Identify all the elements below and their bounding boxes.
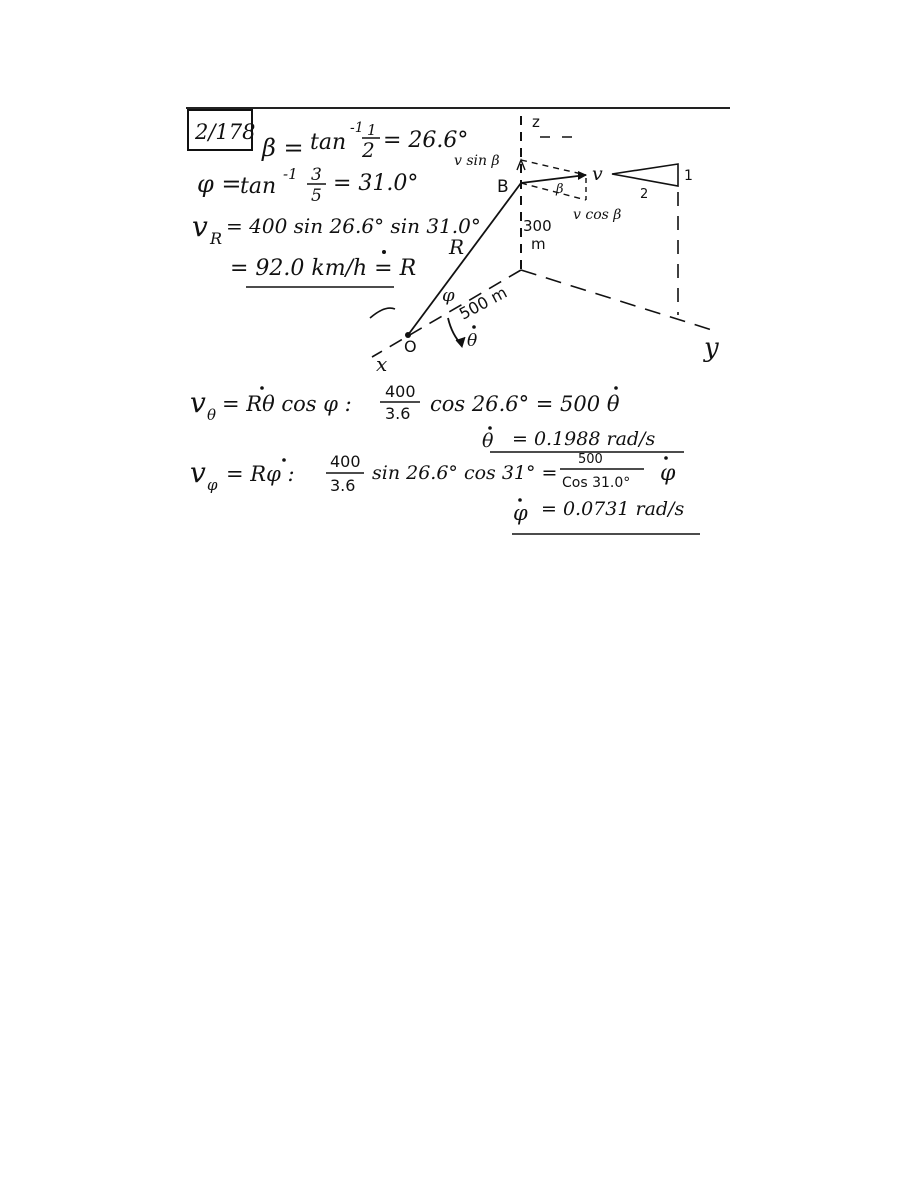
- vsin-dashed: [521, 160, 586, 175]
- beta-rhs: = 26.6°: [383, 128, 469, 153]
- v-vector: [521, 175, 586, 183]
- R-dot: [382, 250, 386, 254]
- tri-base-label: 2: [640, 187, 649, 202]
- vcos-label: v cos β: [573, 207, 622, 223]
- vtheta-lhs: v: [190, 386, 206, 419]
- beta-equation: [261, 120, 468, 162]
- vR-equation: [192, 210, 481, 248]
- vtheta-theta-dot: [260, 386, 264, 390]
- dist-500-label: 500 m: [455, 282, 511, 324]
- vphi-mid2: sin 26.6° cos 31° =: [372, 462, 558, 484]
- phi-exp: -1: [283, 165, 298, 183]
- phi-angle-label: φ: [442, 285, 455, 306]
- y-label: y: [704, 333, 719, 363]
- vphi-num2: 500: [578, 452, 603, 467]
- vphi-sub: φ: [207, 476, 218, 494]
- vphi-num: 400: [330, 452, 361, 471]
- theta-result-lhs: θ: [482, 430, 494, 452]
- beta-angle-label: β: [556, 182, 564, 197]
- vphi-rhs: φ: [660, 461, 676, 486]
- vphi-den: 3.6: [330, 476, 356, 495]
- vphi-rhs-dot: [664, 456, 668, 460]
- vphi-den2: Cos 31.0°: [562, 475, 631, 491]
- vR-rhs: = 400 sin 26.6° sin 31.0°: [226, 214, 481, 238]
- vphi-mid: = Rφ :: [226, 462, 295, 486]
- beta-fn: tan: [310, 130, 347, 155]
- height-unit-label: m: [531, 235, 546, 253]
- phi-lhs: φ =: [197, 170, 242, 198]
- phi-rhs: = 31.0°: [333, 171, 419, 196]
- origin-label: O: [404, 337, 417, 356]
- problem-number: 2/178: [195, 120, 256, 144]
- phi-dot-result: [512, 498, 700, 534]
- beta-lhs: β =: [262, 134, 304, 162]
- vtheta-sub: θ: [207, 406, 217, 424]
- vtheta-equation: [190, 382, 620, 424]
- theta-dot: [472, 325, 476, 329]
- phi-equation: [197, 165, 418, 206]
- point-B-label: B: [497, 177, 509, 197]
- vtheta-den: 3.6: [385, 404, 411, 423]
- vcos-dashed: [521, 183, 586, 200]
- phi-den: 5: [311, 186, 322, 206]
- vR-result-text: = 92.0 km/h = R: [230, 256, 417, 281]
- vphi-equation: [190, 452, 676, 495]
- beta-num: 1: [367, 121, 377, 139]
- y-axis: [521, 270, 712, 330]
- phi-num: 3: [311, 165, 322, 185]
- v-label: v: [592, 163, 603, 185]
- z-label: z: [532, 113, 540, 131]
- height-300-label: 300: [523, 217, 552, 235]
- phi-result-lhs: φ: [513, 501, 528, 525]
- vphi-lhs: v: [190, 456, 206, 489]
- theta-dot-result: [482, 426, 684, 452]
- phi-fn: tan: [240, 174, 277, 199]
- theta-label: θ: [467, 331, 478, 351]
- vtheta-rhs: cos 26.6° = 500 θ: [430, 392, 620, 416]
- vR-sub: R: [210, 229, 223, 248]
- vtheta-mid: = Rθ cos φ :: [222, 392, 352, 416]
- vR-result: [230, 250, 416, 287]
- phi-result-text: = 0.0731 rad/s: [541, 498, 685, 520]
- vphi-phi-dot: [282, 458, 286, 462]
- x-label: x: [376, 352, 388, 376]
- slope-triangle: [612, 164, 678, 186]
- beta-exp: -1: [350, 120, 364, 136]
- vR-lhs: v: [192, 210, 208, 243]
- R-label: R: [449, 235, 465, 259]
- vsin-label: v sin β: [454, 153, 500, 169]
- arc-left: [370, 308, 395, 318]
- theta-result-text: = 0.1988 rad/s: [512, 428, 656, 450]
- vtheta-num: 400: [385, 382, 416, 401]
- vtheta-rhs-dot: [614, 386, 618, 390]
- beta-den: 2: [362, 138, 375, 162]
- tri-side-label: 1: [684, 168, 693, 184]
